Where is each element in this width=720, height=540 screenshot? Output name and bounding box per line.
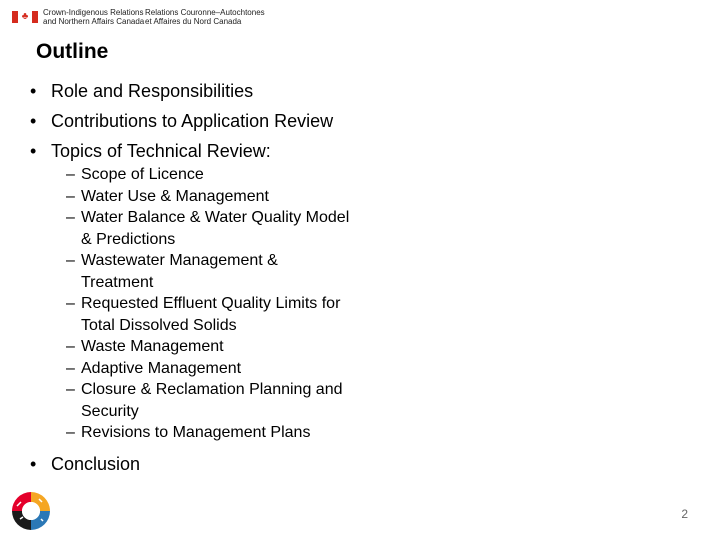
sub-bullet-item [66,250,321,293]
sub-bullet-item [66,358,350,380]
sub-bullet-marker: – [66,338,75,355]
bullet-text: Topics of Technical Review: [51,141,271,161]
department-name-line: Relations Couronne–Autochtones [145,8,265,17]
sub-bullet-marker: – [66,359,75,377]
department-name-english [43,8,145,26]
sub-bullet-marker: – [66,209,75,226]
bullet-item [30,82,350,101]
sub-bullet-item [66,422,350,444]
sub-bullet-text: Closure & Reclamation Planning and Security [81,381,343,420]
slide-title: Outline [36,40,109,63]
sub-bullet-text: Waste Management [81,338,224,355]
bullet-item [30,112,350,131]
sub-bullet-item [66,379,356,422]
bullet-marker: • [30,453,37,474]
bullet-text: Conclusion [51,453,141,474]
sub-bullet-list [66,164,350,444]
bullet-text: Contributions to Application Review [51,111,334,131]
sub-bullet-text: Water Use & Management [81,187,269,205]
bullet-marker: • [30,111,37,131]
sub-bullet-marker: – [66,166,75,183]
bullet-item [30,455,350,474]
sub-bullet-text: Revisions to Management Plans [81,424,311,441]
sub-bullet-marker: – [66,295,75,312]
sub-bullet-marker: – [66,381,75,398]
sub-bullet-item [66,207,351,250]
sub-bullet-item [66,164,350,186]
outline-list [30,82,350,485]
bullet-marker: • [30,141,37,161]
sub-bullet-text: Water Balance & Water Quality Model & Predictions [81,209,350,248]
sub-bullet-marker: – [66,187,75,205]
department-name-line: and Northern Affairs Canada [43,17,145,26]
bullet-marker: • [30,81,37,101]
sub-bullet-item [66,293,361,336]
bullet-text: Role and Responsibilities [51,81,254,101]
sub-bullet-marker: – [66,252,75,269]
department-name-line: Crown-Indigenous Relations [43,8,144,17]
canada-flag-icon: ♣ [12,11,38,23]
sub-bullet-text: Adaptive Management [81,359,242,377]
sub-bullet-text: Scope of Licence [81,166,204,183]
department-name-line: et Affaires du Nord Canada [145,17,242,26]
sub-bullet-text: Requested Effluent Quality Limits for Total Dissolved Solids [81,295,341,334]
sub-bullet-marker: – [66,424,75,441]
page-number: 2 [681,507,688,521]
sub-bullet-text: Wastewater Management & Treatment [81,252,278,291]
department-name-french [145,8,265,26]
bullet-item [30,142,350,161]
circular-logo-icon [8,488,54,534]
government-signature [12,8,265,30]
sub-bullet-item [66,186,350,208]
sub-bullet-item [66,336,350,358]
